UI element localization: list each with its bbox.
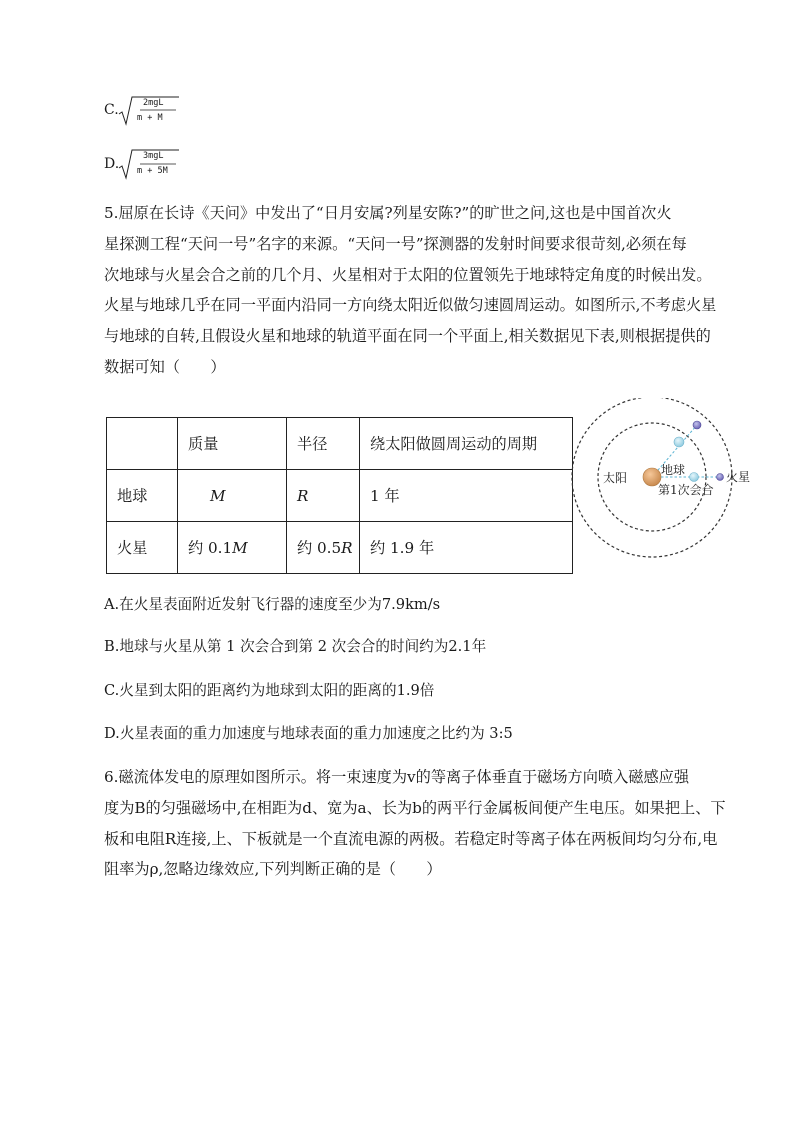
q5-line: 火星与地球几乎在同一平面内沿同一方向绕太阳近似做匀速圆周运动。如图所示,不考虑火星 (104, 296, 717, 315)
earth-radius: R (297, 486, 309, 505)
table-cell: 约 1.9 年 (360, 522, 573, 574)
q5-line: 5.屈原在长诗《天问》中发出了“日月安属?列星安陈?”的旷世之问,这也是中国首次火 (104, 204, 672, 222)
question-6-stem (104, 762, 724, 885)
earth-conjunction-icon (690, 473, 699, 482)
planet-data-table (106, 417, 573, 574)
q5-line: 星探测工程“天问一号”名字的来源。“天问一号”探测器的发射时间要求很苛刻,必须在每 (104, 234, 687, 253)
label-conjunction: 第1次会合 (658, 483, 714, 497)
q5-line: 次地球与火星会合之前的几个月、火星相对于太阳的位置领先于地球特定角度的时候出发。 (104, 265, 712, 284)
table-cell (178, 470, 287, 522)
q6-line: 度为B的匀强磁场中,在相距为d、宽为a、长为b的两平行金属板间便产生电压。如果把上、下 (104, 798, 726, 817)
label-earth: 地球 (661, 463, 686, 477)
earth-mass: M (210, 486, 226, 505)
table-header-cell: 绕太阳做圆周运动的周期 (360, 418, 573, 470)
q5-line: 与地球的自转,且假设火星和地球的轨道平面在同一个平面上,相关数据见下表,则根据提供的 (104, 327, 711, 346)
mars-radius-prefix: 约 0.5 (297, 539, 342, 557)
table-row-earth (107, 470, 573, 522)
table-cell: 地球 (107, 470, 178, 522)
orbit-diagram (566, 398, 762, 558)
q5-choice-c: C.火星到太阳的距离约为地球到太阳的距离的1.9倍 (104, 682, 435, 699)
option-d-numerator: 3mgL (143, 151, 164, 161)
option-d-denominator: m + 5M (137, 166, 168, 176)
option-d-letter: D. (104, 156, 120, 172)
question-5-stem (104, 198, 724, 383)
mars-mass-prefix: 约 0.1 (188, 539, 233, 557)
table-header-cell (107, 418, 178, 470)
mars-radius-var: R (341, 539, 353, 557)
label-mars: 火星 (726, 470, 751, 484)
table-cell: 1 年 (360, 470, 573, 522)
table-header-cell: 半径 (287, 418, 360, 470)
q6-line: 阻率为ρ,忽略边缘效应,下列判断正确的是（ ） (104, 860, 442, 879)
table-cell (287, 522, 360, 574)
mars-icon (693, 421, 701, 429)
label-sun: 太阳 (603, 471, 628, 485)
q5-line: 数据可知（ ） (104, 357, 226, 376)
table-cell (287, 470, 360, 522)
mars-mass-var: M (232, 539, 248, 557)
option-d (104, 156, 119, 172)
q5-choice-b: B.地球与火星从第 1 次会合到第 2 次会合的时间约为2.1年 (104, 638, 487, 655)
option-c-denominator: m + M (137, 113, 163, 123)
table-row-mars (107, 522, 573, 574)
option-c (104, 102, 119, 118)
table-header-cell: 质量 (178, 418, 287, 470)
option-c-numerator: 2mgL (143, 98, 164, 108)
q5-choice-d: D.火星表面的重力加速度与地球表面的重力加速度之比约为 3:5 (104, 725, 513, 742)
mars-conjunction-icon (717, 474, 724, 481)
table-cell (178, 522, 287, 574)
table-cell: 火星 (107, 522, 178, 574)
q6-line: 6.磁流体发电的原理如图所示。将一束速度为v的等离子体垂直于磁场方向喷入磁感应强 (104, 768, 690, 786)
table-header-row (107, 418, 573, 470)
q5-choice-a: A.在火星表面附近发射飞行器的速度至少为7.9km/s (104, 596, 441, 613)
q6-line: 板和电阻R连接,上、下板就是一个直流电源的两极。若稳定时等离子体在两板间均匀分布,电 (104, 829, 718, 848)
earth-icon (674, 437, 684, 447)
option-c-letter: C. (104, 102, 119, 118)
